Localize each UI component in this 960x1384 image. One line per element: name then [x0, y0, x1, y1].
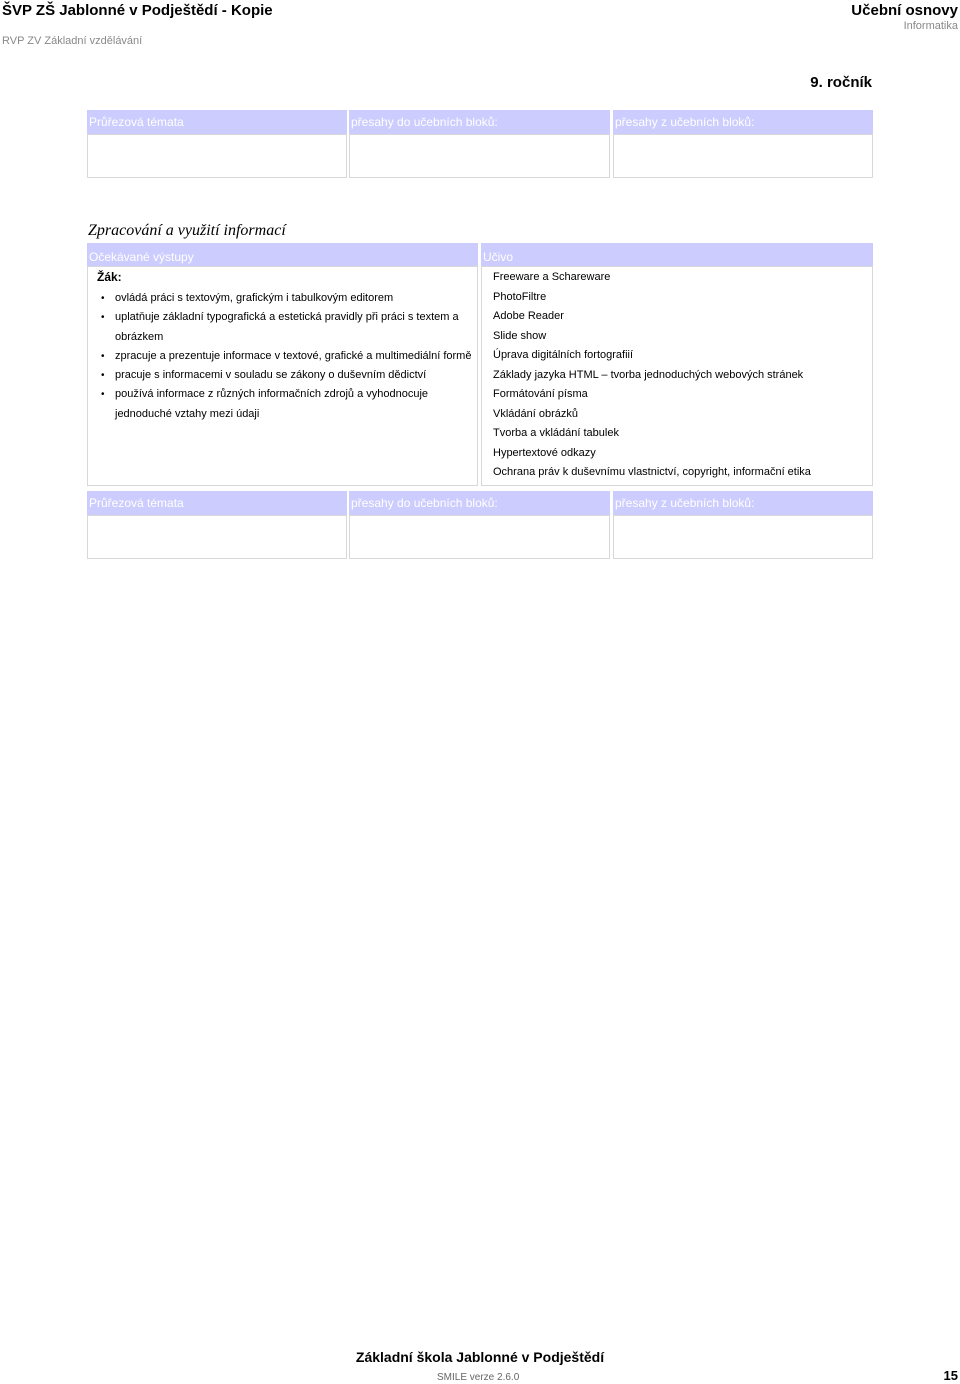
list-item: • používá informace z různých informačních zdrojů a vyhodnocuje jednoduché vztahy mezi údaji: [101, 385, 473, 424]
list-item: • pracuje s informacemi v souladu se zákony o duševním dědictví: [101, 366, 473, 385]
list-item: Tvorba a vkládání tabulek: [493, 427, 619, 439]
list-item: • uplatňuje základní typografická a estetická pravidly při práci s textem a obrázkem: [101, 308, 473, 347]
links-to-cell: [349, 515, 610, 559]
cross-curricular-table-bottom: [87, 491, 873, 559]
links-to-cell: [349, 134, 610, 178]
links-to-header: přesahy do učebních bloků:: [349, 491, 610, 515]
links-to-header: přesahy do učebních bloků:: [349, 110, 610, 134]
list-item: • zpracuje a prezentuje informace v textové, grafické a multimediální formě: [101, 347, 473, 366]
outcomes-list: [101, 289, 473, 424]
list-item: Freeware a Schareware: [493, 271, 611, 283]
cross-topics-header: Průřezová témata: [87, 110, 347, 134]
grade-label: 9. ročník: [810, 74, 872, 91]
list-item: • ovládá práci s textovým, grafickým i tabulkovým editorem: [101, 289, 473, 308]
list-item: Základy jazyka HTML – tvorba jednoduchých webových stránek: [493, 368, 804, 381]
footer-school-name: Základní škola Jablonné v Podještědí: [355, 1349, 605, 1365]
outcomes-header: Očekávané výstupy: [87, 243, 478, 266]
subject-name: Informatika: [903, 20, 958, 32]
page-number: 15: [943, 1368, 958, 1383]
list-item: Ochrana práv k duševnímu vlastnictví, copyright, informační etika: [493, 466, 811, 478]
list-item: PhotoFiltre: [493, 290, 547, 303]
list-item: Úprava digitálních fortografiií: [493, 349, 634, 361]
list-item: Hypertextové odkazy: [493, 446, 596, 459]
links-from-cell: [613, 134, 873, 178]
links-from-header: přesahy z učebních bloků:: [613, 491, 873, 515]
list-item: Vkládání obrázků: [493, 407, 578, 420]
footer-version: SMILE verze 2.6.0: [437, 1372, 520, 1383]
student-label: Žák:: [97, 270, 122, 284]
cross-topics-cell: [87, 515, 347, 559]
cross-curricular-table-top: [87, 110, 873, 178]
cross-topics-cell: [87, 134, 347, 178]
section-header-title: Učební osnovy: [851, 2, 958, 19]
links-from-header: přesahy z učebních bloků:: [613, 110, 873, 134]
document-title: ŠVP ZŠ Jablonné v Podještědí - Kopie: [2, 2, 273, 19]
curriculum-header: Učivo: [481, 243, 873, 266]
topics-list: [493, 268, 863, 483]
list-item: Slide show: [493, 329, 547, 342]
list-item: Adobe Reader: [493, 310, 564, 322]
section-title: Zpracování a využití informací: [88, 222, 286, 239]
document-subtitle: RVP ZV Základní vzdělávání: [2, 35, 143, 47]
cross-topics-header: Průřezová témata: [87, 491, 347, 515]
list-item: Formátování písma: [493, 388, 588, 400]
links-from-cell: [613, 515, 873, 559]
